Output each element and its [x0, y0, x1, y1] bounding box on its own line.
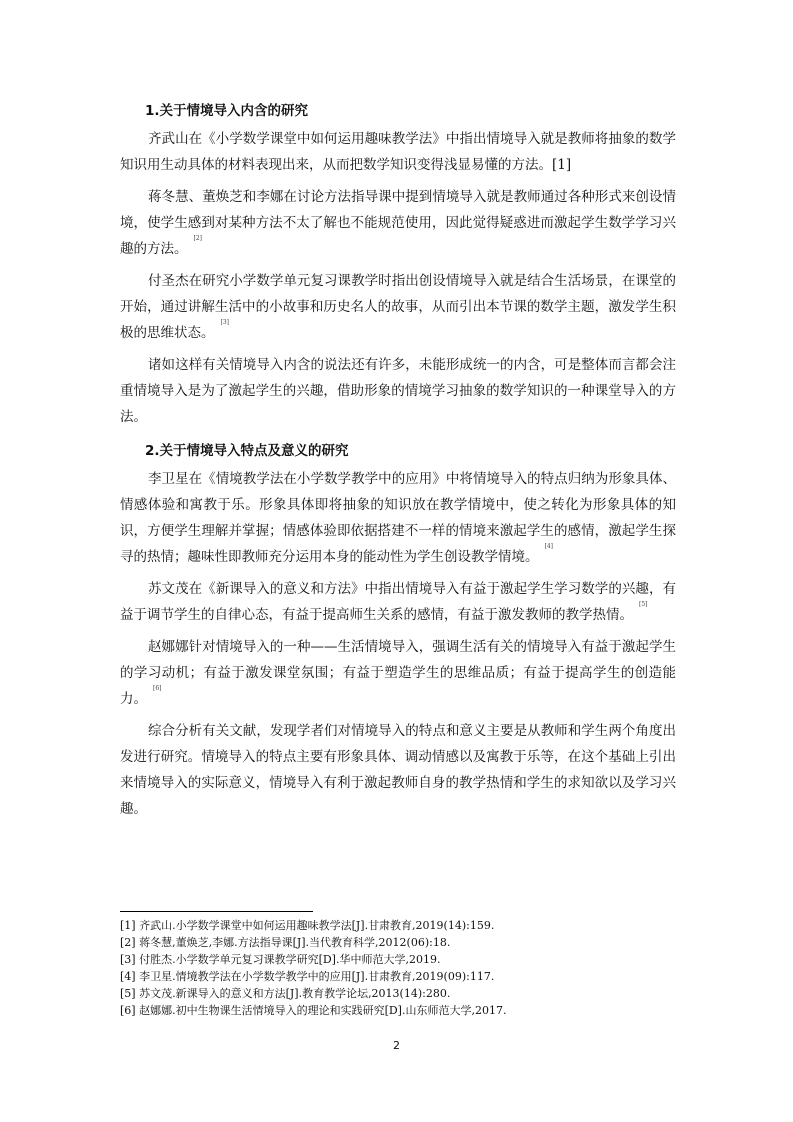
- citation-marker: [4]: [544, 543, 553, 550]
- footnote: [2] 蒋冬慧,董焕芝,李娜.方法指导课[J].当代教育科学,2012(06):18.: [120, 936, 451, 949]
- citation-marker: [2]: [193, 235, 202, 242]
- citation-marker: [6]: [153, 685, 162, 692]
- section-heading-1: 1.关于情境导入内含的研究: [145, 103, 309, 119]
- paragraph: 齐武山在《小学数学课堂中如何运用趣味教学法》中指出情境导入就是教师将抽象的数学知识用生动具体的材料表现出来，从而把数学知识变得浅显易懂的方法。[1]: [120, 131, 676, 173]
- footnote: [3] 付胜杰.小学数学单元复习课教学研究[D].华中师范大学,2019.: [120, 953, 441, 966]
- paragraph: 付圣杰在研究小学数学单元复习课教学时指出创设情境导入就是结合生活场景，在课堂的开始，通过讲解生活中的小故事和历史名人的故事，从而引出本节课的数学主题，激发学生积极的思维状态。[3]: [120, 273, 676, 341]
- page-number: 2: [393, 1039, 400, 1052]
- footnote: [1] 齐武山.小学数学课堂中如何运用趣味教学法[J].甘肃教育,2019(14):159.: [120, 919, 495, 932]
- footnote: [6] 赵娜娜.初中生物课生活情境导入的理论和实践研究[D].山东师范大学,2017.: [120, 1004, 507, 1017]
- footnote: [5] 苏文茂.新课导入的意义和方法[J].教育教学论坛,2013(14):280.: [120, 987, 451, 1000]
- footnote: [4] 李卫星.情境教学法在小学数学教学中的应用[J].甘肃教育,2019(09):117.: [120, 970, 495, 983]
- paragraph: 诸如这样有关情境导入内含的说法还有许多，未能形成统一的内含，可是整体而言都会注重情境导入是为了激起学生的兴趣，借助形象的情境学习抽象的数学知识的一种课堂导入的方法。: [120, 357, 676, 425]
- footnotes: [120, 917, 680, 1019]
- footnote-divider: [120, 911, 313, 912]
- paragraph: 蒋冬慧、董焕芝和李娜在讨论方法指导课中提到情境导入就是教师通过各种形式来创设情境，使学生感到对某种方法不太了解也不能规范使用，因此觉得疑惑进而激起学生数学学习兴趣的方法。[2]: [120, 189, 676, 257]
- paragraph: 赵娜娜针对情境导入的一种——生活情境导入，强调生活有关的情境导入有益于激起学生的学习动机；有益于激发课堂氛围；有益于塑造学生的思维品质；有益于提高学生的创造能力。[6]: [120, 639, 676, 707]
- section-heading-2: 2.关于情境导入特点及意义的研究: [145, 443, 349, 459]
- body-text: [120, 96, 676, 828]
- citation-marker: [5]: [639, 601, 648, 608]
- citation-marker: [3]: [220, 319, 229, 326]
- paragraph: 苏文茂在《新课导入的意义和方法》中指出情境导入有益于激起学生学习数学的兴趣，有益于调节学生的自律心态，有益于提高师生关系的感情，有益于激发教师的教学热情。[5]: [120, 581, 676, 623]
- paragraph: 综合分析有关文献，发现学者们对情境导入的特点和意义主要是从教师和学生两个角度出发进行研究。情境导入的特点主要有形象具体、调动情感以及寓教于乐等，在这个基础上引出来情境导入的实际意义，情境导入有利于激起教师自身的教学热情和学生的求知欲以及学习兴趣。: [120, 723, 676, 817]
- paragraph: 李卫星在《情境教学法在小学数学教学中的应用》中将情境导入的特点归纳为形象具体、情感体验和寓教于乐。形象具体即将抽象的知识放在教学情境中，使之转化为形象具体的知识，方便学生理解并掌握；情感体验即依据搭建不一样的情境来激起学生的感情，激起学生探寻的热情；趣味性即教师充分运用本身的能动性为学生创设教学情境。[4]: [120, 471, 676, 565]
